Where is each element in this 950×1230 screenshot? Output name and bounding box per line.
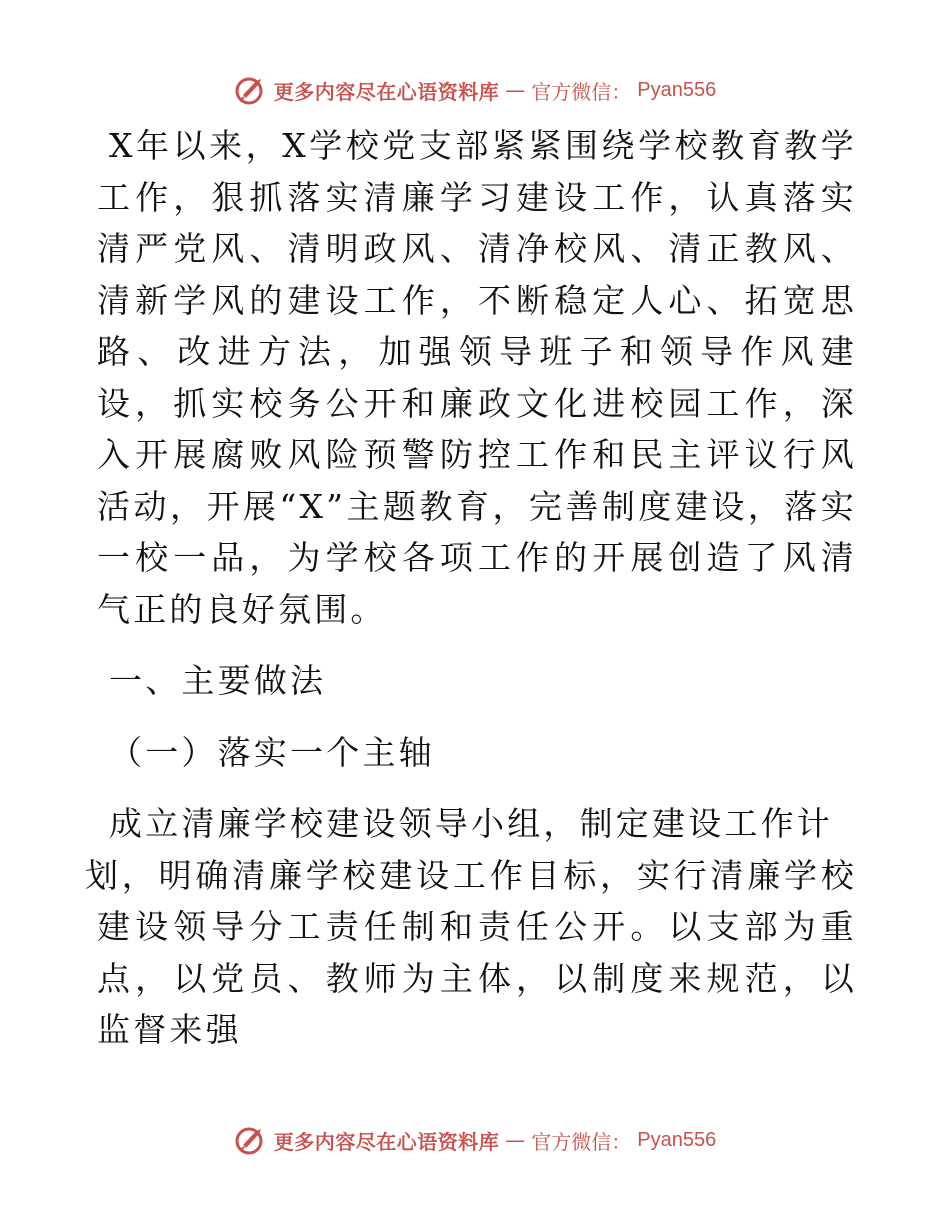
document-body (85, 120, 857, 1056)
pen-logo-icon (234, 73, 268, 107)
watermark-wechat-id: Pyan556 (637, 1128, 717, 1151)
watermark-text: 更多内容尽在心语资料库 (273, 79, 500, 104)
subsection-heading: （一）落实一个主轴 (109, 732, 435, 772)
watermark-dash: — (505, 78, 526, 102)
body-paragraph (85, 798, 857, 1056)
watermark-banner (234, 73, 716, 107)
watermark-text: 更多内容尽在心语资料库 (273, 1129, 500, 1154)
body-paragraph-first-line: 成立清廉学校建设领导小组，制定建设工作计 (109, 804, 833, 843)
watermark-bottom (0, 1120, 950, 1160)
watermark-wechat-label: 官方微信： (531, 1129, 632, 1154)
watermark-wechat-id: Pyan556 (637, 78, 717, 101)
watermark-banner (234, 1123, 716, 1157)
body-paragraph-rest: 划，明确清廉学校建设工作目标，实行清廉学校建设领导分工责任制和责任公开。以支部为重点，以党员、教师为主体，以制度来规范，以监督来强 (85, 855, 857, 1049)
watermark-dash: — (505, 1128, 526, 1152)
section-heading: 一、主要做法 (109, 661, 327, 700)
watermark-wechat-label: 官方微信： (531, 79, 632, 104)
intro-paragraph: X年以来，X学校党支部紧紧围绕学校教育教学工作，狠抓落实清廉学习建设工作，认真落实清严党风、清明政风、清净校风、清正教风、清新学风的建设工作，不断稳定人心、拓宽思路、改进方法，加强领导班子和领导作风建设，抓实校务公开和廉政文化进校园工作，深入开展腐败风险预警防控工作和民主评议行风活动，开展“X”主题教育，完善制度建设，落实一校一品，为学校各项工作的开展创造了风清气正的良好氛围。 (97, 126, 857, 629)
pen-logo-icon (234, 1123, 268, 1157)
watermark-top (0, 70, 950, 110)
